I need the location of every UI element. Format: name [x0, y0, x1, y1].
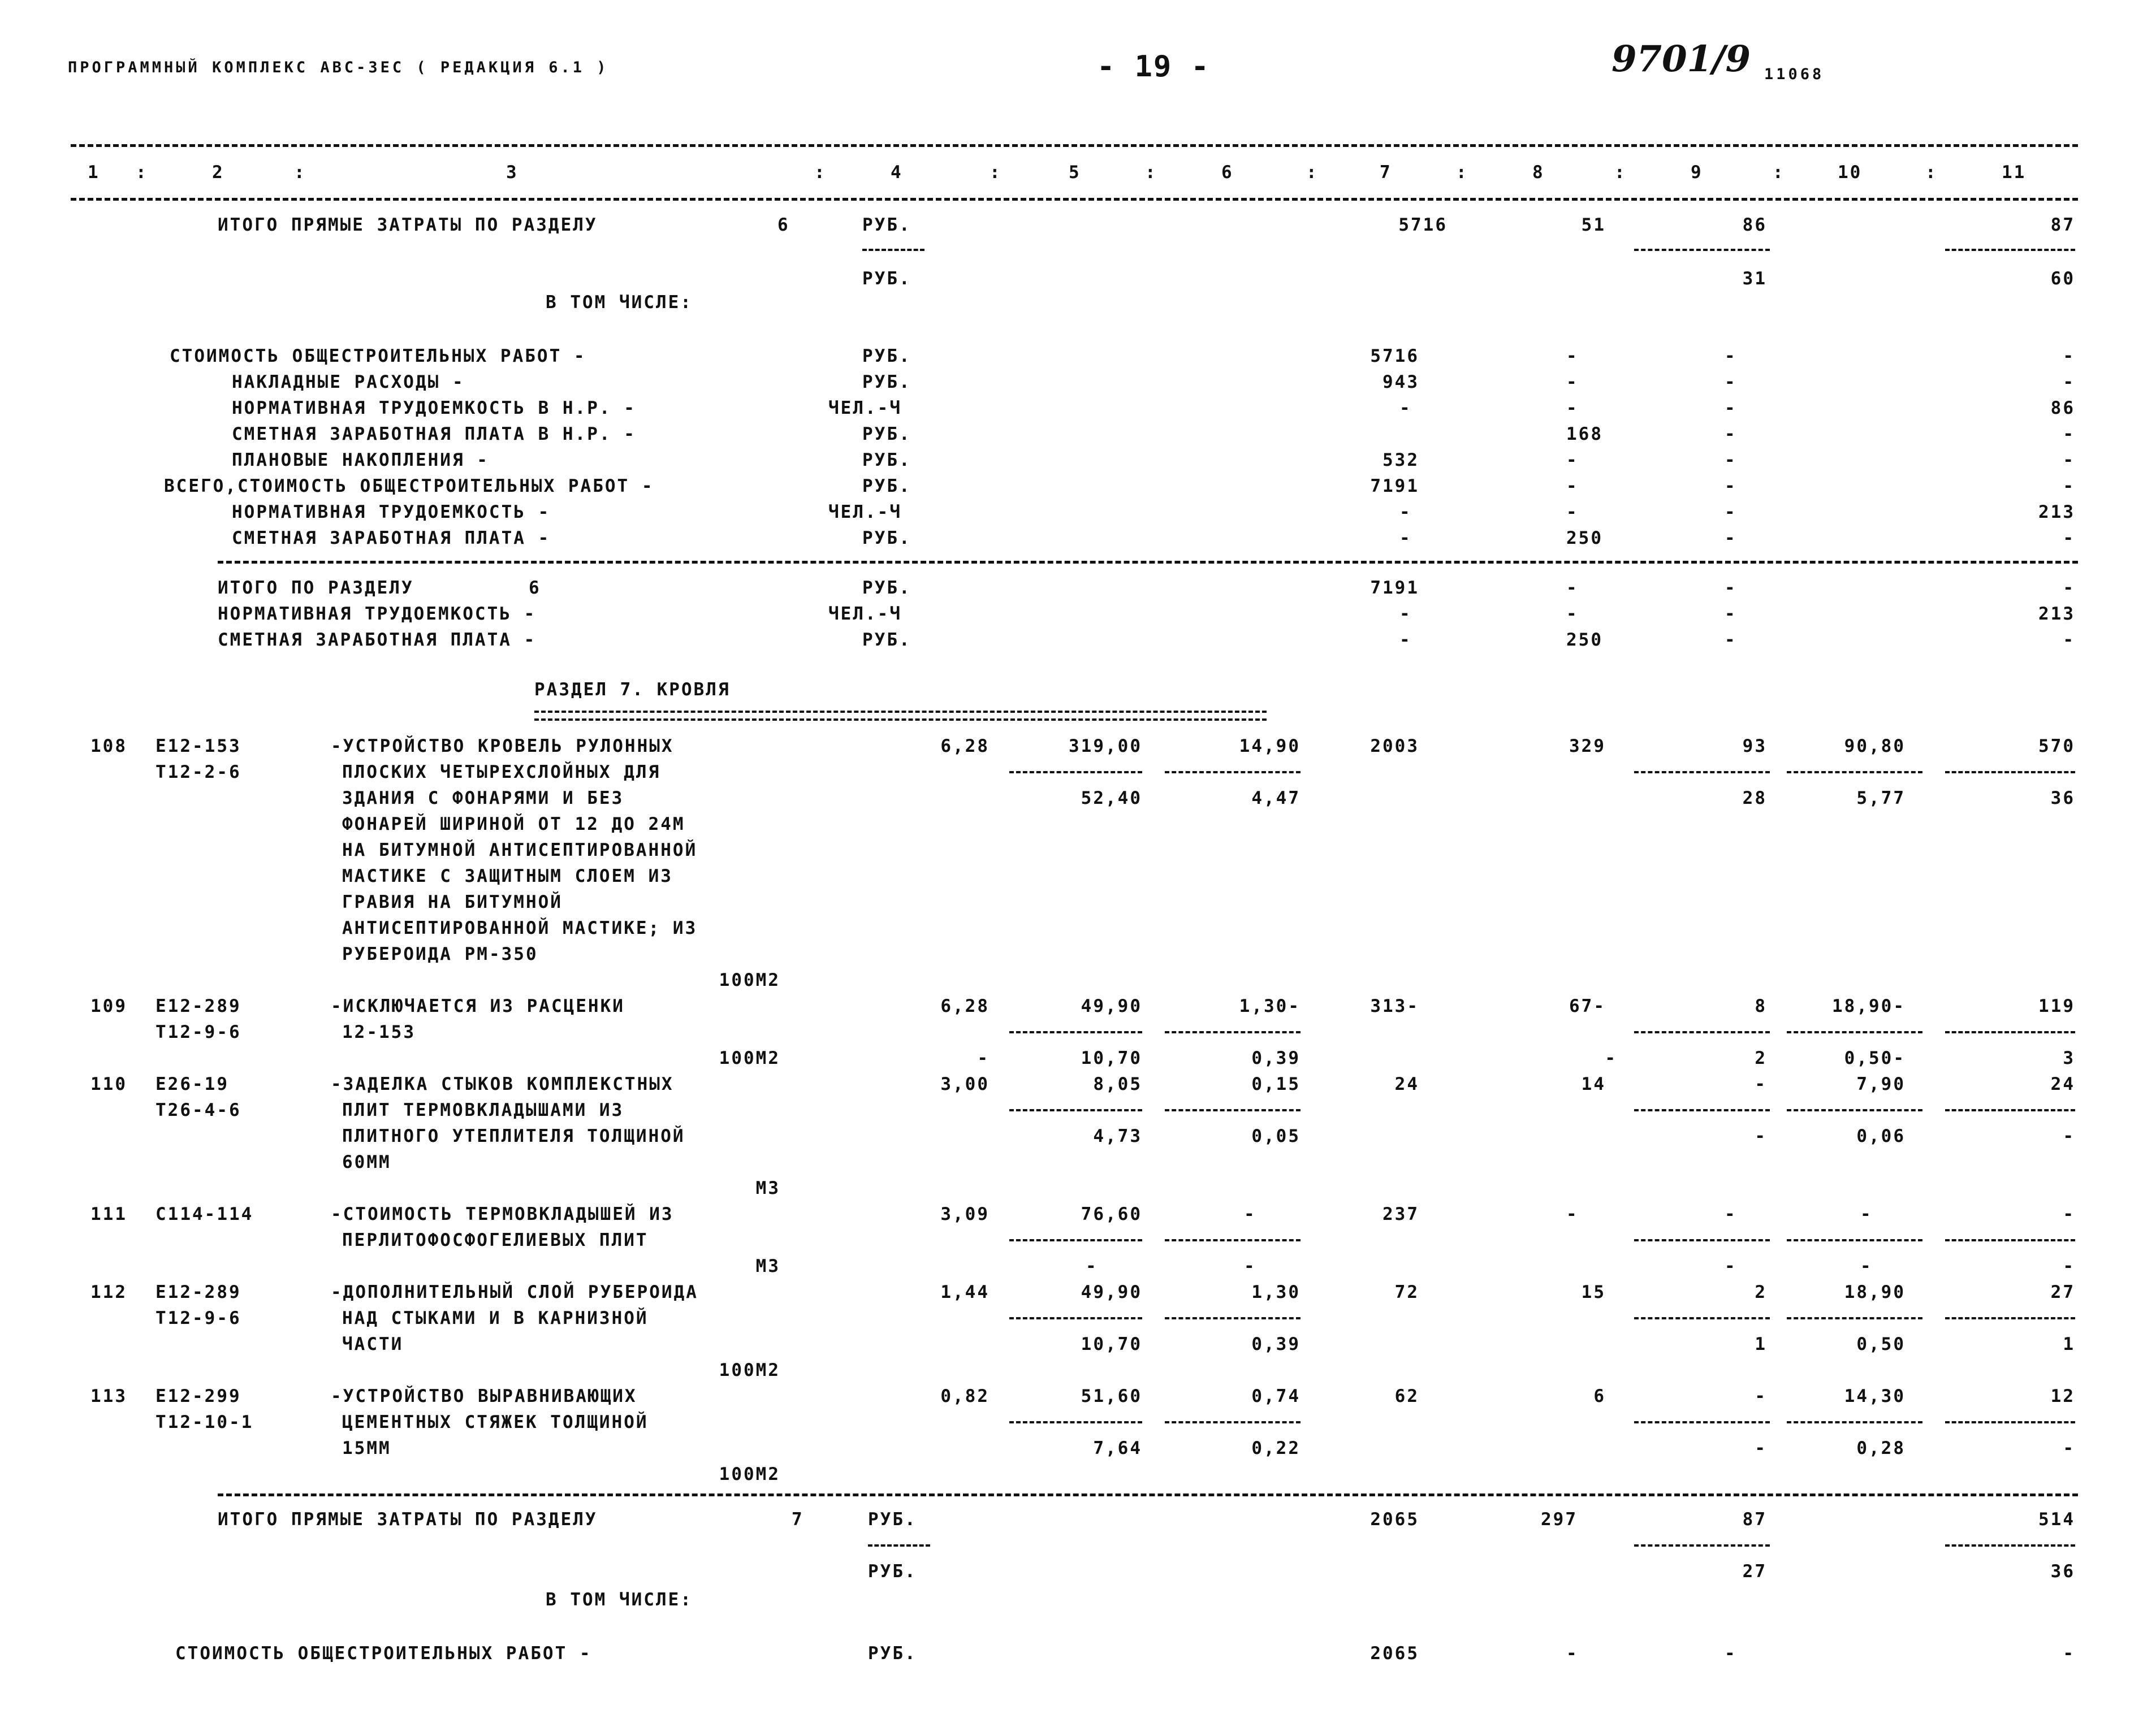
totals-label: ИТОГО ПО РАЗДЕЛУ	[218, 578, 414, 598]
header-bottom-rule	[71, 198, 2078, 201]
col5-value: 10,70	[1081, 1048, 1142, 1068]
col8-value: 329	[1569, 736, 1606, 756]
col6-value: 4,47	[1251, 788, 1301, 808]
col6-value: 0,15	[1251, 1074, 1301, 1094]
value-divider	[1945, 1317, 2075, 1319]
col9-value: -	[1725, 450, 1737, 470]
column-number: 7	[1380, 162, 1392, 183]
col10-value: 0,28	[1856, 1438, 1906, 1458]
col10-value: 0,50	[1856, 1334, 1906, 1354]
item-description-line: ФОНАРЕЙ ШИРИНОЙ ОТ 12 ДО 24М	[342, 814, 685, 834]
section-7-rule	[218, 1493, 2078, 1496]
item-description-line: НАД СТЫКАМИ И В КАРНИЗНОЙ	[342, 1308, 649, 1328]
col4-quantity: 6,28	[940, 996, 990, 1016]
totals-label: СМЕТНАЯ ЗАРАБОТНАЯ ПЛАТА -	[218, 630, 537, 650]
col7-value: 72	[1394, 1282, 1419, 1302]
unit: РУБ.	[862, 630, 911, 650]
item-description-line: РУБЕРОИДА РМ-350	[342, 944, 538, 964]
col11-value: 87	[2050, 215, 2075, 235]
col8-value: -	[1566, 604, 1579, 624]
column-number: 4	[891, 162, 903, 183]
col7-value: -	[1399, 502, 1412, 522]
item-number: 110	[90, 1074, 127, 1094]
col8-value: 51	[1581, 215, 1606, 235]
col9-value: 8	[1755, 996, 1767, 1016]
col8-value: 14	[1581, 1074, 1606, 1094]
value-divider	[1165, 1421, 1301, 1423]
col9-value: -	[1725, 1204, 1737, 1224]
col7-value: 5716	[1398, 215, 1448, 235]
value-divider	[1787, 771, 1922, 773]
col11-value: -	[2063, 1256, 2075, 1276]
section-heading: РАЗДЕЛ 7. КРОВЛЯ	[534, 679, 731, 700]
col11-value: 27	[2050, 1282, 2075, 1302]
item-number: 113	[90, 1386, 127, 1406]
value-divider	[1787, 1109, 1922, 1111]
col8-value: -	[1566, 398, 1579, 418]
value-divider	[1787, 1317, 1922, 1319]
item-description-line: ПЛИТНОГО УТЕПЛИТЕЛЯ ТОЛЩИНОЙ	[342, 1126, 685, 1146]
col11-value: 570	[2038, 736, 2075, 756]
value-divider	[1165, 1317, 1301, 1319]
col9-value: 2	[1755, 1282, 1767, 1302]
unit-divider	[862, 249, 924, 251]
col7-value: -	[1399, 630, 1412, 650]
col6-value: 0,39	[1251, 1334, 1301, 1354]
item-unit: М3	[755, 1178, 780, 1198]
section-heading-underline	[534, 711, 1267, 721]
column-number: 2	[212, 162, 224, 183]
unit: РУБ.	[868, 1643, 917, 1664]
value-divider	[1634, 1031, 1770, 1033]
col4-quantity: 1,44	[940, 1282, 990, 1302]
col8-value: -	[1605, 1048, 1617, 1068]
item-description-line: -ИСКЛЮЧАЕТСЯ ИЗ РАСЦЕНКИ	[331, 996, 625, 1016]
unit: РУБ.	[862, 476, 911, 496]
item-number: 108	[90, 736, 127, 756]
value-divider	[1165, 1031, 1301, 1033]
col5-value: 8,05	[1093, 1074, 1142, 1094]
col5-value: 51,60	[1081, 1386, 1142, 1406]
section-number: 7	[792, 1509, 804, 1530]
col10-value: 7,90	[1856, 1074, 1906, 1094]
col11-value: -	[2063, 1204, 2075, 1224]
unit: РУБ.	[862, 346, 911, 366]
section-number: 6	[529, 578, 541, 598]
labor-code: Т12-2-6	[155, 762, 241, 782]
value-divider	[1945, 1544, 2075, 1547]
col5-value: 319,00	[1069, 736, 1142, 756]
col8-value: 15	[1581, 1282, 1606, 1302]
unit: РУБ.	[862, 269, 911, 289]
col11-value: 3	[2063, 1048, 2075, 1068]
item-description-line: -СТОИМОСТЬ ТЕРМОВКЛАДЫШЕЙ ИЗ	[331, 1204, 674, 1224]
value-divider	[1945, 771, 2075, 773]
col11-value: -	[2063, 630, 2075, 650]
col6-value: 14,90	[1239, 736, 1301, 756]
rate-code: С114-114	[155, 1204, 254, 1224]
value-divider	[1945, 1239, 2075, 1241]
col11-value: 24	[2050, 1074, 2075, 1094]
column-number: 6	[1221, 162, 1234, 183]
column-divider: :	[1306, 162, 1319, 183]
col8-value: -	[1566, 372, 1579, 392]
rate-code: Е12-289	[155, 1282, 241, 1302]
value-divider	[1165, 771, 1301, 773]
column-number: 10	[1838, 162, 1863, 183]
col9-value: -	[1725, 578, 1737, 598]
col9-value: 93	[1742, 736, 1767, 756]
col9-value: -	[1725, 424, 1737, 444]
col5-value: 10,70	[1081, 1334, 1142, 1354]
col7-value: 2065	[1370, 1509, 1419, 1530]
unit: ЧЕЛ.-Ч	[828, 604, 902, 624]
item-unit: 100М2	[719, 1048, 780, 1068]
col7-value: 5716	[1370, 346, 1419, 366]
col9-value: -	[1725, 630, 1737, 650]
col10-value: 18,90-	[1832, 996, 1906, 1016]
value-divider	[1009, 1317, 1142, 1319]
handwritten-number: 9701/9	[1611, 38, 1751, 80]
unit: РУБ.	[868, 1509, 917, 1530]
col9-value: 86	[1742, 215, 1767, 235]
col11-value: -	[2063, 476, 2075, 496]
item-unit: М3	[755, 1256, 780, 1276]
col7-value: 943	[1382, 372, 1419, 392]
col8-value: 67-	[1569, 996, 1606, 1016]
item-unit: 100М2	[719, 970, 780, 990]
column-divider: :	[1773, 162, 1785, 183]
value-divider	[1165, 1109, 1301, 1111]
col11-value: 119	[2038, 996, 2075, 1016]
value-divider	[1945, 1421, 2075, 1423]
col11-value: -	[2063, 1643, 2075, 1664]
item-number: 111	[90, 1204, 127, 1224]
column-divider: :	[136, 162, 148, 183]
breakdown-label: ПЛАНОВЫЕ НАКОПЛЕНИЯ -	[232, 450, 489, 470]
value-divider	[1787, 1031, 1922, 1033]
col6-value: 0,39	[1251, 1048, 1301, 1068]
col7-value: 2065	[1370, 1643, 1419, 1664]
col11-value: 213	[2038, 604, 2075, 624]
col7-value: 237	[1382, 1204, 1419, 1224]
col9-value: 31	[1742, 269, 1767, 289]
unit: РУБ.	[862, 372, 911, 392]
column-number: 11	[2002, 162, 2027, 183]
col9-value: -	[1725, 502, 1737, 522]
item-unit: 100М2	[719, 1464, 780, 1484]
col11-value: 36	[2050, 1561, 2075, 1582]
column-divider: :	[1145, 162, 1157, 183]
col7-value: -	[1399, 398, 1412, 418]
total-label: ИТОГО ПРЯМЫЕ ЗАТРАТЫ ПО РАЗДЕЛУ	[218, 215, 598, 235]
col10-value: 0,50-	[1844, 1048, 1906, 1068]
column-number: 5	[1069, 162, 1081, 183]
unit: ЧЕЛ.-Ч	[828, 398, 902, 418]
breakdown-label: СМЕТНАЯ ЗАРАБОТНАЯ ПЛАТА В Н.Р. -	[232, 424, 636, 444]
col4-quantity: 6,28	[940, 736, 990, 756]
item-description-line: -ДОПОЛНИТЕЛЬНЫЙ СЛОЙ РУБЕРОИДА	[331, 1282, 698, 1302]
col4-quantity: -	[977, 1048, 990, 1068]
item-description-line: ПЛИТ ТЕРМОВКЛАДЫШАМИ ИЗ	[342, 1100, 624, 1120]
col9-value: 87	[1742, 1509, 1767, 1530]
col10-value: -	[1860, 1204, 1873, 1224]
col11-value: 1	[2063, 1334, 2075, 1354]
col5-value: 4,73	[1093, 1126, 1142, 1146]
col6-value: 1,30-	[1239, 996, 1301, 1016]
col11-value: -	[2063, 450, 2075, 470]
column-divider: :	[294, 162, 306, 183]
value-divider	[1009, 1031, 1142, 1033]
col8-value: -	[1566, 1204, 1579, 1224]
labor-code: Т12-9-6	[155, 1022, 241, 1042]
col11-value: -	[2063, 1126, 2075, 1146]
item-description-line: АНТИСЕПТИРОВАННОЙ МАСТИКЕ; ИЗ	[342, 918, 698, 938]
col9-value: -	[1725, 604, 1737, 624]
item-description-line: ЗДАНИЯ С ФОНАРЯМИ И БЕЗ	[342, 788, 624, 808]
unit: РУБ.	[862, 424, 911, 444]
item-description-line: ПЕРЛИТОФОСФОГЕЛИЕВЫХ ПЛИТ	[342, 1230, 649, 1250]
unit: РУБ.	[862, 450, 911, 470]
labor-code: Т12-10-1	[155, 1412, 254, 1432]
col4-quantity: 0,82	[940, 1386, 990, 1406]
col5-value: 7,64	[1093, 1438, 1142, 1458]
item-description-line: 12-153	[342, 1022, 416, 1042]
breakdown-label: НАКЛАДНЫЕ РАСХОДЫ -	[232, 372, 465, 392]
col5-value: -	[1086, 1256, 1098, 1276]
item-number: 112	[90, 1282, 127, 1302]
labor-code: Т12-9-6	[155, 1308, 241, 1328]
item-description-line: -ЗАДЕЛКА СТЫКОВ КОМПЛЕКСТНЫХ	[331, 1074, 674, 1094]
totals-label: НОРМАТИВНАЯ ТРУДОЕМКОСТЬ -	[218, 604, 537, 624]
column-divider: :	[814, 162, 827, 183]
value-divider	[1945, 249, 2075, 251]
col7-value: 24	[1394, 1074, 1419, 1094]
item-description-line: ЦЕМЕНТНЫХ СТЯЖЕК ТОЛЩИНОЙ	[342, 1412, 649, 1432]
col8-value: -	[1566, 578, 1579, 598]
header-top-rule	[71, 144, 2078, 147]
col10-value: 14,30	[1844, 1386, 1906, 1406]
col6-value: 0,05	[1251, 1126, 1301, 1146]
breakdown-label: ВСЕГО,СТОИМОСТЬ ОБЩЕСТРОИТЕЛЬНЫХ РАБОТ -	[164, 476, 654, 496]
col7-value: 2003	[1370, 736, 1419, 756]
col8-value: -	[1566, 502, 1579, 522]
col9-value: 2	[1755, 1048, 1767, 1068]
col9-value: -	[1755, 1074, 1767, 1094]
col5-value: 49,90	[1081, 996, 1142, 1016]
col7-value: -	[1399, 604, 1412, 624]
rate-code: Е12-153	[155, 736, 241, 756]
value-divider	[1945, 1031, 2075, 1033]
item-description-line: ЧАСТИ	[342, 1334, 404, 1354]
including-label: В ТОМ ЧИСЛЕ:	[546, 292, 693, 313]
item-unit: 100М2	[719, 1360, 780, 1380]
rate-code: Е26-19	[155, 1074, 229, 1094]
column-number: 3	[506, 162, 519, 183]
col9-value: 28	[1742, 788, 1767, 808]
breakdown-label: НОРМАТИВНАЯ ТРУДОЕМКОСТЬ -	[232, 502, 551, 522]
col9-value: -	[1725, 1643, 1737, 1664]
item-description-line: ПЛОСКИХ ЧЕТЫРЕХСЛОЙНЫХ ДЛЯ	[342, 762, 661, 782]
labor-code: Т26-4-6	[155, 1100, 241, 1120]
col10-value: 5,77	[1856, 788, 1906, 808]
column-divider: :	[1614, 162, 1627, 183]
rate-code: Е12-289	[155, 996, 241, 1016]
col11-value: -	[2063, 346, 2075, 366]
col9-value: -	[1725, 398, 1737, 418]
item-description-line: НА БИТУМНОЙ АНТИСЕПТИРОВАННОЙ	[342, 840, 698, 860]
col9-value: -	[1755, 1438, 1767, 1458]
rate-code: Е12-299	[155, 1386, 241, 1406]
item-number: 109	[90, 996, 127, 1016]
col9-value: -	[1755, 1386, 1767, 1406]
col4-quantity: 3,00	[940, 1074, 990, 1094]
col11-value: -	[2063, 424, 2075, 444]
column-number: 1	[88, 162, 100, 183]
section-6-rule	[218, 561, 2078, 564]
value-divider	[1634, 249, 1770, 251]
col10-value: 0,06	[1856, 1126, 1906, 1146]
col7-value: 313-	[1370, 996, 1419, 1016]
value-divider	[1009, 1109, 1142, 1111]
col11-value: -	[2063, 578, 2075, 598]
value-divider	[1009, 1239, 1142, 1241]
col8-value: 168	[1566, 424, 1603, 444]
col11-value: 213	[2038, 502, 2075, 522]
col9-value: -	[1725, 1256, 1737, 1276]
unit: ЧЕЛ.-Ч	[828, 502, 902, 522]
col5-value: 52,40	[1081, 788, 1142, 808]
value-divider	[1009, 1421, 1142, 1423]
value-divider	[1634, 1421, 1770, 1423]
breakdown-label: НОРМАТИВНАЯ ТРУДОЕМКОСТЬ В Н.Р. -	[232, 398, 636, 418]
unit: РУБ.	[862, 528, 911, 548]
page-number: - 19 -	[1097, 50, 1210, 84]
col6-value: -	[1244, 1256, 1256, 1276]
col6-value: 1,30	[1251, 1282, 1301, 1302]
col9-value: -	[1755, 1126, 1767, 1146]
col7-value: -	[1399, 528, 1412, 548]
value-divider	[1634, 1317, 1770, 1319]
col9-value: -	[1725, 346, 1737, 366]
col7-value: 62	[1394, 1386, 1419, 1406]
unit: РУБ.	[862, 215, 911, 235]
column-number: 8	[1532, 162, 1545, 183]
unit: РУБ.	[868, 1561, 917, 1582]
value-divider	[1945, 1109, 2075, 1111]
col9-value: -	[1725, 476, 1737, 496]
col7-value: 7191	[1370, 578, 1419, 598]
column-divider: :	[1925, 162, 1938, 183]
unit-divider	[868, 1544, 930, 1547]
col10-value: -	[1860, 1256, 1873, 1276]
col8-value: 297	[1541, 1509, 1578, 1530]
item-description-line: -УСТРОЙСТВО ВЫРАВНИВАЮЩИХ	[331, 1386, 637, 1406]
value-divider	[1787, 1421, 1922, 1423]
col5-value: 76,60	[1081, 1204, 1142, 1224]
column-divider: :	[1456, 162, 1468, 183]
col5-value: 49,90	[1081, 1282, 1142, 1302]
col8-value: -	[1566, 346, 1579, 366]
col11-value: 514	[2038, 1509, 2075, 1530]
col6-value: 0,74	[1251, 1386, 1301, 1406]
col7-value: 532	[1382, 450, 1419, 470]
item-description-line: -УСТРОЙСТВО КРОВЕЛЬ РУЛОННЫХ	[331, 736, 674, 756]
value-divider	[1634, 1544, 1770, 1547]
col9-value: -	[1725, 528, 1737, 548]
value-divider	[1634, 771, 1770, 773]
col8-value: -	[1566, 1643, 1579, 1664]
breakdown-label: СТОИМОСТЬ ОБЩЕСТРОИТЕЛЬНЫХ РАБОТ -	[175, 1643, 592, 1664]
item-description-line: ГРАВИЯ НА БИТУМНОЙ	[342, 892, 563, 912]
value-divider	[1634, 1109, 1770, 1111]
col10-value: 18,90	[1844, 1282, 1906, 1302]
unit: РУБ.	[862, 578, 911, 598]
value-divider	[1634, 1239, 1770, 1241]
col11-value: 36	[2050, 788, 2075, 808]
document-code: 11068	[1764, 66, 1825, 83]
program-title: ПРОГРАММНЫЙ КОМПЛЕКС АВС-ЗЕС ( РЕДАКЦИЯ 6.1 )	[68, 59, 609, 76]
col6-value: 0,22	[1251, 1438, 1301, 1458]
value-divider	[1787, 1239, 1922, 1241]
col9-value: 27	[1742, 1561, 1767, 1582]
col11-value: -	[2063, 372, 2075, 392]
item-description-line: МАСТИКЕ С ЗАЩИТНЫМ СЛОЕМ ИЗ	[342, 866, 673, 886]
col4-quantity: 3,09	[940, 1204, 990, 1224]
col8-value: -	[1566, 476, 1579, 496]
col10-value: 90,80	[1844, 736, 1906, 756]
col8-value: -	[1566, 450, 1579, 470]
section-number: 6	[777, 215, 790, 235]
col11-value: -	[2063, 1438, 2075, 1458]
column-divider: :	[990, 162, 1002, 183]
col11-value: 86	[2050, 398, 2075, 418]
value-divider	[1009, 771, 1142, 773]
col11-value: 12	[2050, 1386, 2075, 1406]
value-divider	[1165, 1239, 1301, 1241]
col8-value: 250	[1566, 630, 1603, 650]
col9-value: 1	[1755, 1334, 1767, 1354]
total-label: ИТОГО ПРЯМЫЕ ЗАТРАТЫ ПО РАЗДЕЛУ	[218, 1509, 598, 1530]
breakdown-label: СТОИМОСТЬ ОБЩЕСТРОИТЕЛЬНЫХ РАБОТ -	[170, 346, 586, 366]
column-number: 9	[1691, 162, 1703, 183]
col8-value: 250	[1566, 528, 1603, 548]
breakdown-label: СМЕТНАЯ ЗАРАБОТНАЯ ПЛАТА -	[232, 528, 551, 548]
including-label: В ТОМ ЧИСЛЕ:	[546, 1590, 693, 1610]
col11-value: -	[2063, 528, 2075, 548]
item-description-line: 60ММ	[342, 1152, 391, 1172]
col9-value: -	[1725, 372, 1737, 392]
col11-value: 60	[2050, 269, 2075, 289]
col7-value: 7191	[1370, 476, 1419, 496]
col8-value: 6	[1593, 1386, 1606, 1406]
item-description-line: 15ММ	[342, 1438, 391, 1458]
col6-value: -	[1244, 1204, 1256, 1224]
